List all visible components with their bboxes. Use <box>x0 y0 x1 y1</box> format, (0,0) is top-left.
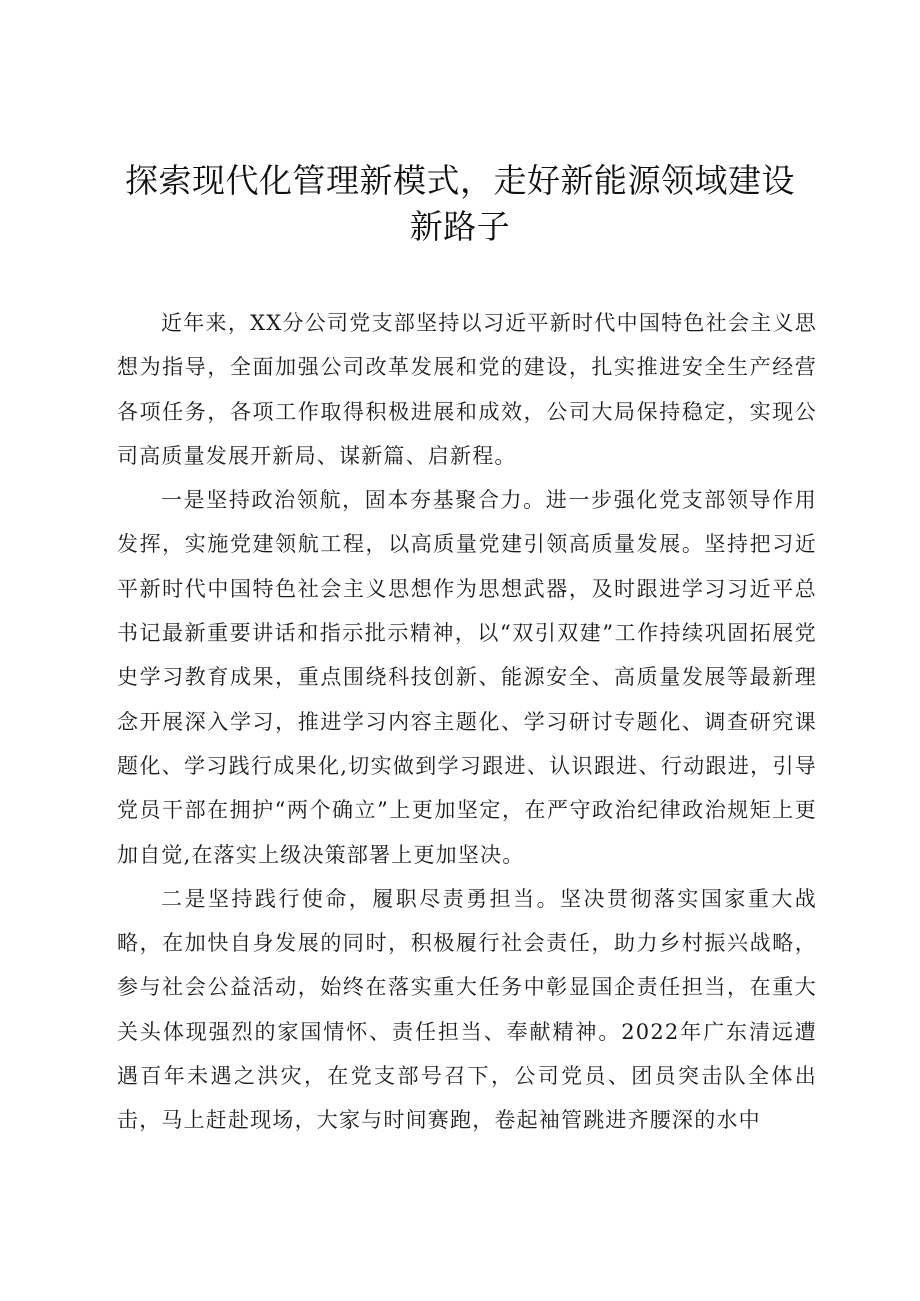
title-line-2: 新路子 <box>409 207 511 246</box>
paragraph-mission: 二是坚持践行使命，履职尽责勇担当。坚决贯彻落实国家重大战略，在加快自身发展的同时，积极履行社会责任，助力乡村振兴战略，参与社会公益活动，始终在落实重大任务中彰显国企责任担当，在重大关头体现强烈的家国情怀、责任担当、奉献精神。2022年广东清远遭遇百年未遇之洪灾，在党支部号召下，公司党员、团员突击队全体出击，马上赶赴现场，大家与时间赛跑，卷起袖管跳进齐腰深的水中 <box>117 886 817 1133</box>
paragraph-political-leadership: 一是坚持政治领航，固本夯基聚合力。进一步强化党支部领导作用发挥，实施党建领航工程，以高质量党建引领高质量发展。坚持把习近平新时代中国特色社会主义思想作为思想武器，及时跟进学习习近平总书记最新重要讲话和指示批示精神，以“双引双建”工作持续巩固拓展党史学习教育成果，重点围绕科技创新、能源安全、高质量发展等最新理念开展深入学习，推进学习内容主题化、学习研讨专题化、调查研究课题化、学习践行成果化,切实做到学习跟进、认识跟进、行动跟进，引导党员干部在拥护“两个确立”上更加坚定，在严守政治纪律政治规矩上更加自觉,在落实上级决策部署上更加坚决。 <box>117 488 817 867</box>
title-line-1: 探索现代化管理新模式，走好新能源领域建设 <box>125 161 795 200</box>
paragraph-intro: 近年来，XX分公司党支部坚持以习近平新时代中国特色社会主义思想为指导，全面加强公司改革发展和党的建设，扎实推进安全生产经营各项任务，各项工作取得积极进展和成效，公司大局保持稳定，实现公司高质量发展开新局、谋新篇、启新程。 <box>117 311 817 468</box>
document-body <box>117 301 817 1143</box>
document-title <box>120 158 800 250</box>
